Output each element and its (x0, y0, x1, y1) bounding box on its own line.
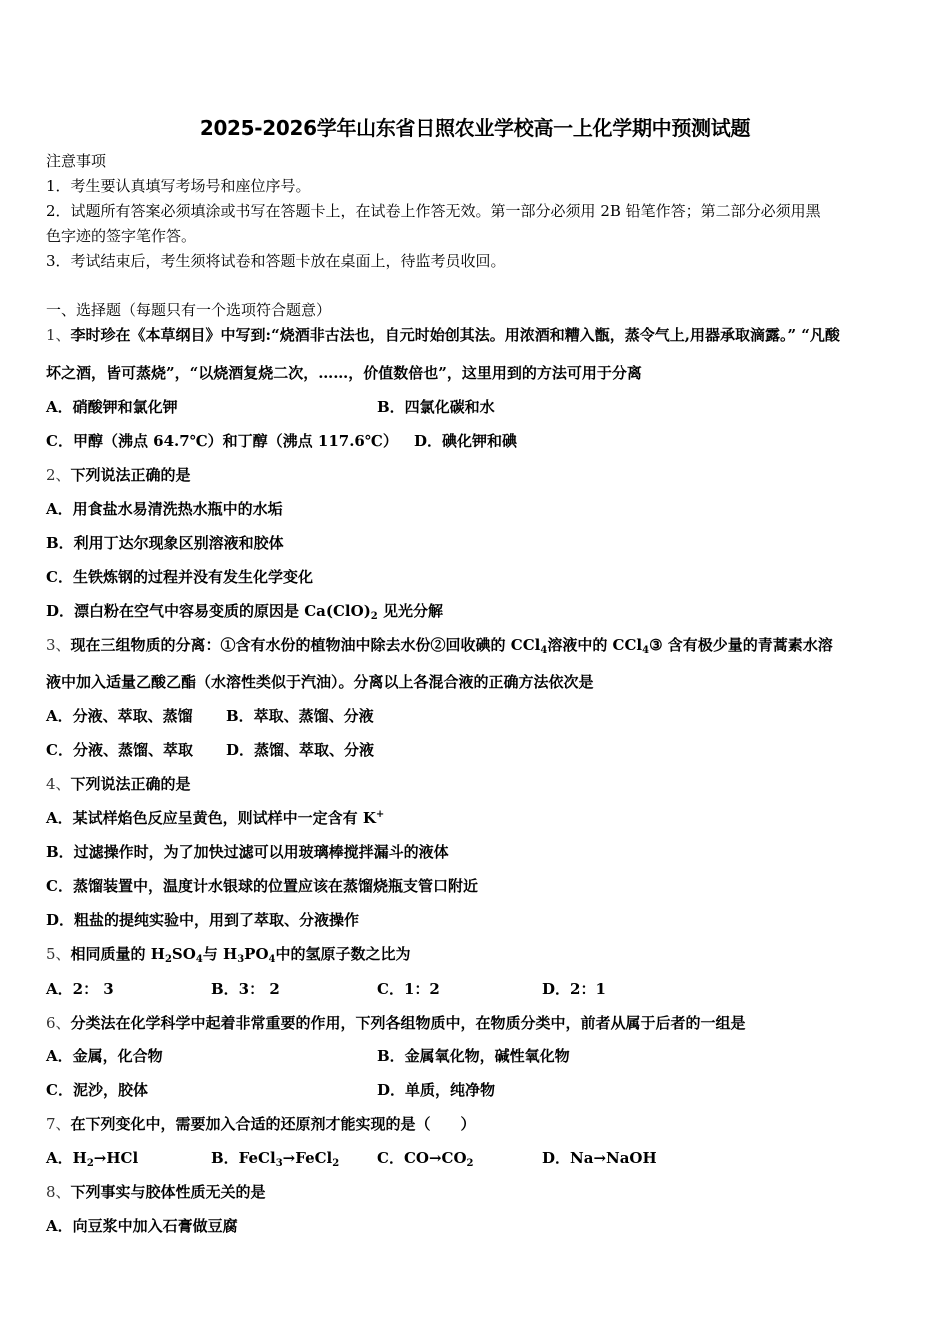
question-4-stem: 4、下列说法正确的是 (46, 775, 191, 793)
notice-heading: 注意事项 (46, 152, 107, 170)
q3-option-b: B．萃取、蒸馏、分液 (226, 707, 374, 725)
q8-option-a: A．向豆浆中加入石膏做豆腐 (46, 1217, 238, 1235)
q1-option-a: A．硝酸钾和氯化钾 (46, 398, 178, 416)
q1-option-c: C．甲醇（沸点 64.7℃）和丁醇（沸点 117.6℃） (46, 432, 398, 450)
q4-option-c: C．蒸馏装置中，温度计水银球的位置应该在蒸馏烧瓶支管口附近 (46, 877, 478, 895)
q4-option-d: D．粗盐的提纯实验中，用到了萃取、分液操作 (46, 911, 360, 929)
q7-option-b: B．FeCl$_3$→FeCl$_2$ (211, 1149, 340, 1169)
question-3-line-2: 液中加入适量乙酸乙酯（水溶性类似于汽油）。分离以上各混合液的正确方法依次是 (46, 673, 594, 691)
q4-option-a: A．某试样焰色反应呈黄色，则试样中一定含有 K+ (46, 809, 385, 827)
question-6-stem: 6、分类法在化学科学中起着非常重要的作用，下列各组物质中，在物质分类中，前者从属于后者的一组是 (46, 1014, 746, 1032)
q6-option-d: D．单质，纯净物 (377, 1081, 496, 1099)
q6-option-b: B．金属氧化物，碱性氧化物 (377, 1047, 570, 1065)
q2-option-a: A．用食盐水易清洗热水瓶中的水垢 (46, 500, 283, 518)
notice-item-2: 2．试题所有答案必须填涂或书写在答题卡上，在试卷上作答无效。第一部分必须用 2B 铅笔作答；第二部分必须用黑 (46, 202, 821, 220)
q7-option-a: A．$H_2\to HCl$ (46, 1149, 139, 1169)
question-1-line-2: 坏之酒，皆可蒸烧”，“以烧酒复烧二次，……，价值数倍也”，这里用到的方法可用于分离 (46, 364, 642, 382)
q7-option-c: C．$CO\to CO_2$ (377, 1149, 474, 1169)
q2-option-b: B．利用丁达尔现象区别溶液和胶体 (46, 534, 284, 552)
q2-option-c: C．生铁炼钢的过程并没有发生化学变化 (46, 568, 313, 586)
question-number: 1、 (46, 326, 71, 344)
question-7-stem: 7、在下列变化中，需要加入合适的还原剂才能实现的是（ ） (46, 1115, 476, 1133)
section-heading: 一、选择题（每题只有一个选项符合题意） (46, 301, 332, 319)
notice-item-2-cont: 色字迹的签字笔作答。 (46, 227, 197, 245)
q7-option-d: D．Na→NaOH (542, 1149, 657, 1167)
q5-option-d: D．2：1 (542, 980, 606, 998)
q5-option-c: C．1：2 (377, 980, 440, 998)
question-2-stem: 2、下列说法正确的是 (46, 466, 191, 484)
notice-item-1: 1．考生要认真填写考场号和座位序号。 (46, 177, 311, 195)
q1-option-b: B．四氯化碳和水 (377, 398, 495, 416)
question-8-stem: 8、下列事实与胶体性质无关的是 (46, 1183, 266, 1201)
question-3-line-1: 3、现在三组物质的分离：①含有水份的植物油中除去水份②回收碘的 CCl$_4$溶液中的 CCl$_4$③ 含有极少量的青蒿素水溶 (46, 636, 833, 656)
question-1-line-1: 1、李时珍在《本草纲目》中写到:“烧酒非古法也，自元时始创其法。用浓酒和糟入甑，蒸令气上,用器承取滴露。” “凡酸 (46, 326, 840, 344)
q3-option-c: C．分液、蒸馏、萃取 (46, 741, 193, 759)
q6-option-c: C．泥沙，胶体 (46, 1081, 148, 1099)
page-title: 2025-2026学年山东省日照农业学校高一上化学期中预测试题 (199, 116, 751, 140)
q1-option-d: D．碘化钾和碘 (414, 432, 518, 450)
q3-option-a: A．分液、萃取、蒸馏 (46, 707, 193, 725)
question-5-stem: 5、相同质量的 $H_2SO_4$与 $H_3PO_4$中的氢原子数之比为 (46, 945, 411, 965)
q5-option-b: B．3： 2 (211, 980, 280, 998)
q6-option-a: A．金属，化合物 (46, 1047, 163, 1065)
q3-option-d: D．蒸馏、萃取、分液 (226, 741, 375, 759)
notice-item-3: 3．考试结束后，考生须将试卷和答题卡放在桌面上，待监考员收回。 (46, 252, 506, 270)
q2-option-d: D．漂白粉在空气中容易变质的原因是 $Ca(ClO)_2$ 见光分解 (46, 602, 443, 622)
q4-option-b: B．过滤操作时，为了加快过滤可以用玻璃棒搅拌漏斗的液体 (46, 843, 449, 861)
q5-option-a: A．2： 3 (46, 980, 114, 998)
